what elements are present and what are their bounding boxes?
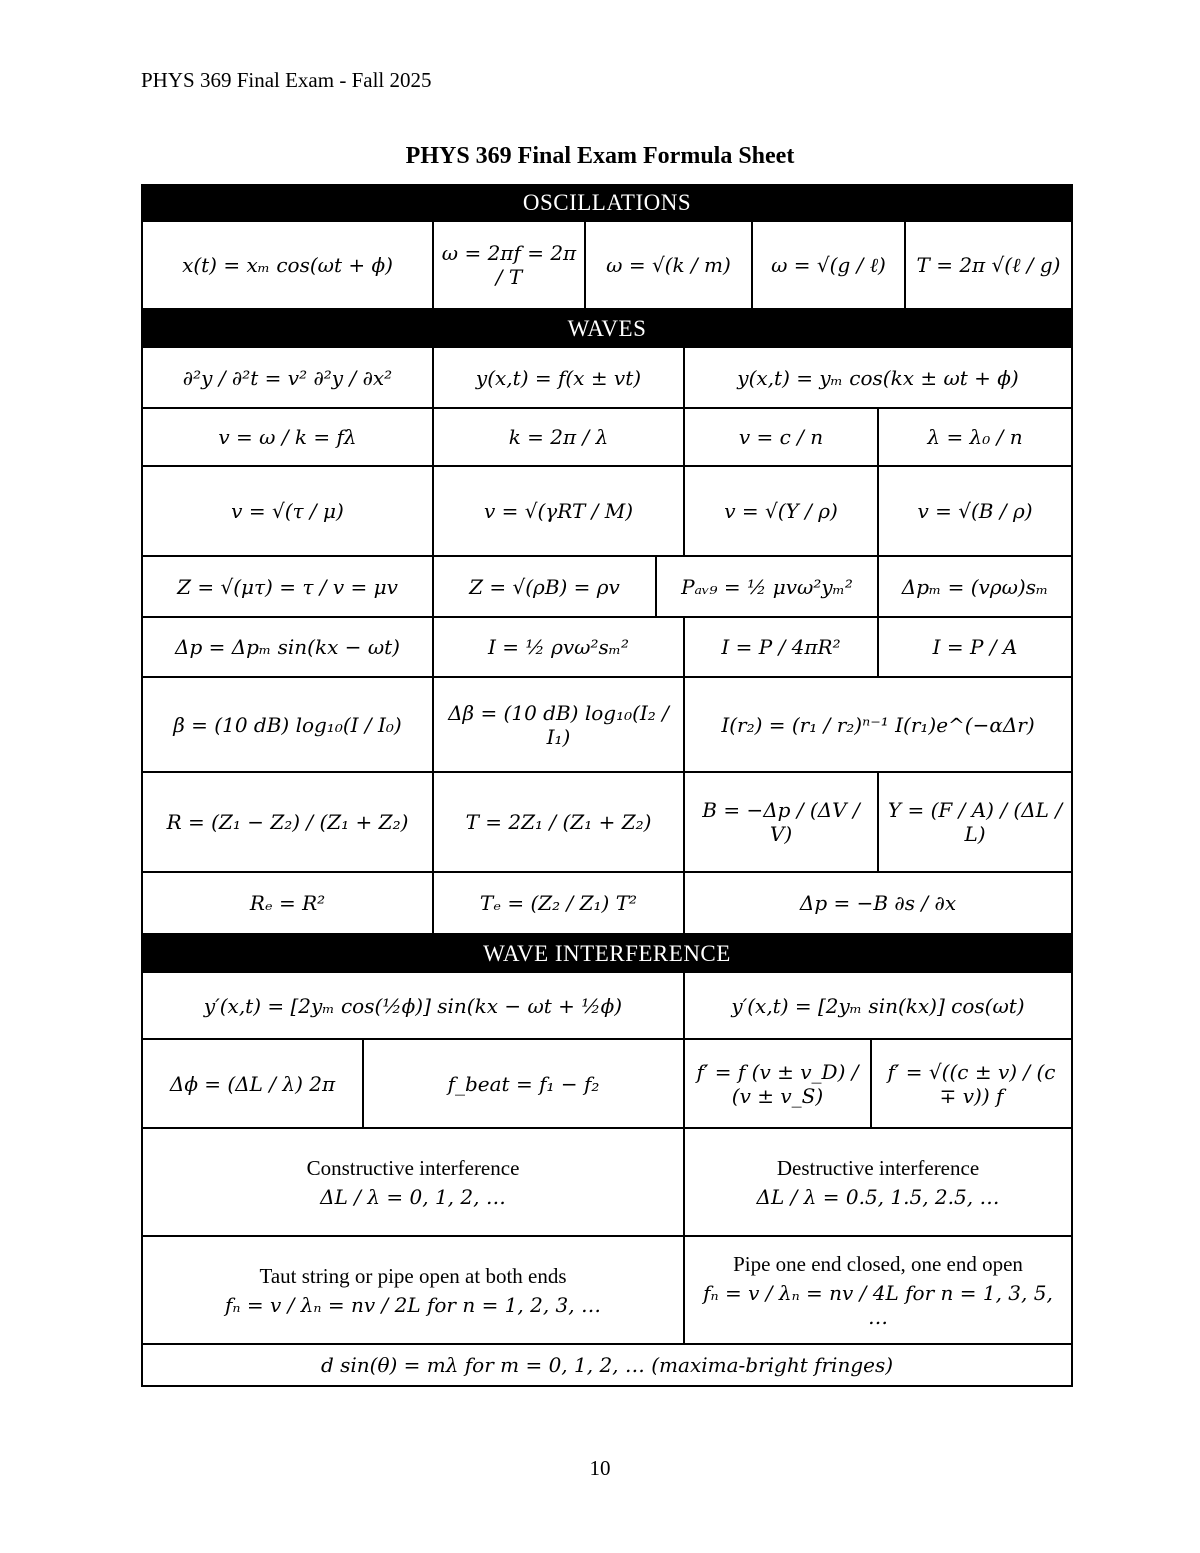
destructive-label: Destructive interference: [776, 1155, 980, 1180]
table-row: [141, 1040, 1073, 1129]
formula-cell: Rₑ = R²: [143, 873, 434, 933]
section-heading-waves: WAVES: [141, 310, 1073, 348]
table-row: [141, 973, 1073, 1040]
formula-cell: v = ω / k = fλ: [143, 409, 434, 465]
formula-cell: T = 2Z₁ / (Z₁ + Z₂): [434, 773, 685, 871]
formula-cell: λ = λ₀ / n: [927, 425, 1023, 449]
formula-cell: y′(x,t) = [2yₘ sin(kx)] cos(ωt): [731, 993, 1025, 1018]
formula-cell: ω = √(g / ℓ): [753, 222, 906, 308]
one-end-closed-cell: [685, 1237, 1071, 1343]
table-row: [141, 873, 1073, 935]
table-row: [141, 409, 1073, 467]
formula-cell: y(x,t) = yₘ cos(kx ± ωt + ϕ): [737, 365, 1019, 390]
formula-cell: I = ½ ρvω²sₘ²: [434, 618, 685, 676]
running-header: PHYS 369 Final Exam - Fall 2025: [141, 68, 432, 92]
formula-table: [141, 184, 1073, 1387]
formula-cell: β = (10 dB) log₁₀(I / I₀): [143, 678, 434, 771]
formula-cell: Δβ = (10 dB) log₁₀(I₂ / I₁): [434, 678, 685, 771]
open-both-ends-label: Taut string or pipe open at both ends: [259, 1263, 567, 1288]
formula-cell: f′ = f (v ± v_D) / (v ± v_S): [685, 1040, 872, 1127]
table-row: [141, 467, 1073, 557]
fringes-formula: d sin(θ) = mλ for m = 0, 1, 2, … (maxima-bright fringes): [320, 1353, 894, 1377]
formula-cell: Δp = Δpₘ sin(kx − ωt): [143, 618, 434, 676]
formula-cell: ω = 2πf = 2π / T: [434, 222, 586, 308]
table-row: [141, 1237, 1073, 1345]
table-row: [141, 557, 1073, 618]
formula-cell: B = −Δp / (ΔV / V): [685, 773, 879, 871]
formula-cell: f′ = √((c ± v) / (c ∓ v)) f: [887, 1059, 1056, 1108]
one-end-closed-formula: fₙ = v / λₙ = nv / 4L for n = 1, 3, 5, …: [703, 1280, 1053, 1329]
table-row: [141, 678, 1073, 773]
open-both-ends-formula: fₙ = v / λₙ = nv / 2L for n = 1, 2, 3, …: [224, 1292, 601, 1317]
formula-cell: I = P / 4πR²: [685, 618, 879, 676]
formula-cell: R = (Z₁ − Z₂) / (Z₁ + Z₂): [143, 773, 434, 871]
formula-cell: ∂²y / ∂²t = v² ∂²y / ∂x²: [143, 348, 434, 407]
table-row: [141, 618, 1073, 678]
constructive-cell: [143, 1129, 685, 1235]
formula-cell: v = √(Y / ρ): [685, 467, 879, 555]
formula-cell: x(t) = xₘ cos(ωt + ϕ): [143, 222, 434, 308]
formula-cell: v = c / n: [685, 409, 879, 465]
constructive-label: Constructive interference: [306, 1155, 520, 1180]
formula-cell: Z = √(ρB) = ρv: [434, 557, 657, 616]
table-row: [141, 773, 1073, 873]
page-number: 10: [589, 1456, 611, 1480]
formula-cell: Z = √(μτ) = τ / v = μv: [143, 557, 434, 616]
formula-cell: Y = (F / A) / (ΔL / L): [887, 798, 1063, 846]
page-title: PHYS 369 Final Exam Formula Sheet: [405, 143, 795, 169]
open-both-ends-cell: [143, 1237, 685, 1343]
formula-cell: v = √(τ / μ): [143, 467, 434, 555]
section-heading-oscillations: OSCILLATIONS: [141, 184, 1073, 222]
formula-cell: v = √(γRT / M): [434, 467, 685, 555]
table-row: [141, 1129, 1073, 1237]
section-heading-wave-interference: WAVE INTERFERENCE: [141, 935, 1073, 973]
table-row: [141, 222, 1073, 310]
destructive-cell: [685, 1129, 1071, 1235]
formula-cell: I = P / A: [932, 635, 1018, 659]
formula-cell: I(r₂) = (r₁ / r₂)ⁿ⁻¹ I(r₁)e^(−αΔr): [721, 712, 1035, 737]
formula-cell: y(x,t) = f(x ± vt): [434, 348, 685, 407]
formula-cell: Tₑ = (Z₂ / Z₁) T²: [434, 873, 685, 933]
formula-cell: Δϕ = (ΔL / λ) 2π: [143, 1040, 364, 1127]
formula-cell: Δp = −B ∂s / ∂x: [799, 891, 957, 915]
formula-cell: y′(x,t) = [2yₘ cos(½ϕ)] sin(kx − ωt + ½ϕ): [143, 973, 685, 1038]
formula-cell: v = √(B / ρ): [917, 499, 1033, 523]
formula-cell: k = 2π / λ: [434, 409, 685, 465]
destructive-formula: ΔL / λ = 0.5, 1.5, 2.5, …: [756, 1184, 1000, 1209]
table-row: [141, 348, 1073, 409]
formula-cell: f_beat = f₁ − f₂: [364, 1040, 685, 1127]
formula-cell: Δpₘ = (vρω)sₘ: [901, 574, 1049, 599]
constructive-formula: ΔL / λ = 0, 1, 2, …: [320, 1184, 506, 1209]
one-end-closed-label: Pipe one end closed, one end open: [733, 1251, 1023, 1276]
table-row: [141, 1345, 1073, 1387]
formula-cell: Pₐᵥ₉ = ½ μvω²yₘ²: [657, 557, 879, 616]
formula-cell: T = 2π √(ℓ / g): [916, 252, 1061, 277]
formula-cell: ω = √(k / m): [586, 222, 753, 308]
